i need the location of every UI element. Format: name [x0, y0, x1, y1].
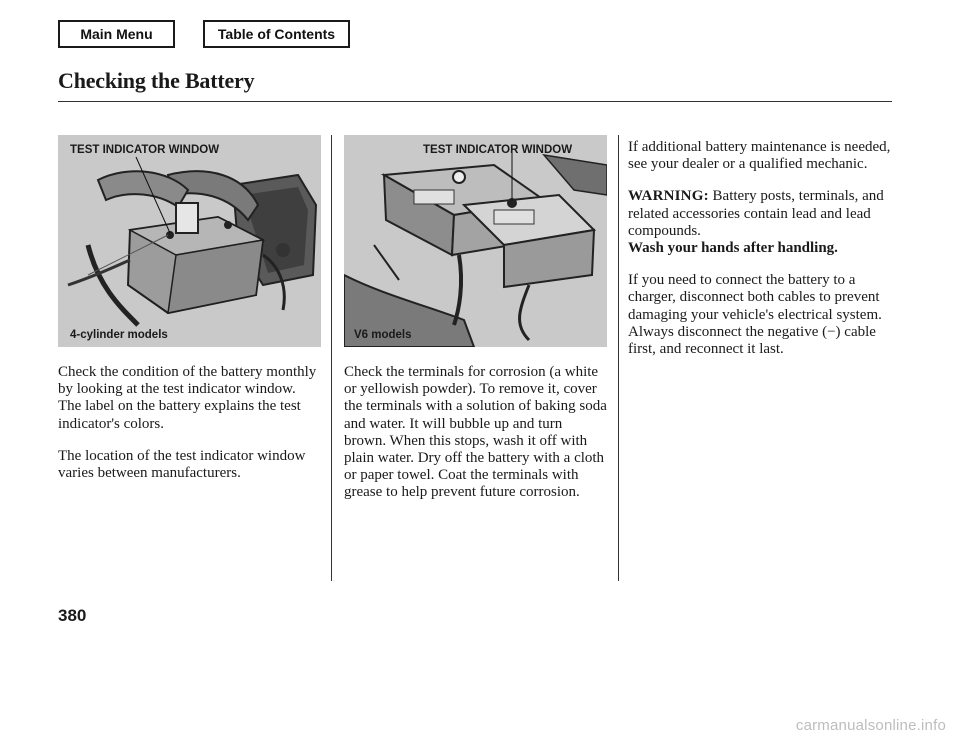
- text-column-2: [344, 364, 608, 517]
- warning-text: Battery posts, terminals, and related accessories contain lead and lead compounds.: [628, 188, 884, 239]
- text-column-3: [628, 139, 892, 373]
- warning-block: [628, 188, 892, 257]
- page-number: 380: [58, 606, 87, 625]
- paragraph-check-condition: Check the condition of the battery monthly by looking at the test indicator window. The label on the battery explains the test indicator's colors.: [58, 364, 317, 432]
- paragraph-charger: If you need to connect the battery to a charger, disconnect both cables to prevent damaging your vehicle's electrical system. Always disconnect the negative (−) cable first, and reconnect it last.: [628, 272, 882, 358]
- warning-wash-hands: Wash your hands after handling.: [628, 240, 838, 257]
- column-divider-2: [618, 135, 619, 581]
- paragraph-indicator-location: The location of the test indicator window varies between manufacturers.: [58, 447, 306, 482]
- paragraph-maintenance: If additional battery maintenance is needed, see your dealer or a qualified mechanic.: [628, 139, 891, 173]
- page-title: Checking the Battery: [58, 68, 255, 93]
- table-of-contents-button[interactable]: Table of Contents: [203, 20, 350, 48]
- battery-photo-v6: [344, 135, 607, 347]
- column-divider-1: [331, 135, 332, 581]
- title-rule: [58, 101, 892, 102]
- watermark: carmanualsonline.info: [795, 717, 946, 734]
- text-column-1: [58, 364, 320, 497]
- battery-photo-4-cylinder: [58, 135, 321, 347]
- model-label-v6: V6 models: [354, 329, 412, 341]
- test-indicator-label-1: TEST INDICATOR WINDOW: [70, 144, 220, 156]
- warning-label: WARNING:: [628, 188, 709, 205]
- model-label-4-cylinder: 4-cylinder models: [70, 329, 168, 341]
- test-indicator-label-2: TEST INDICATOR WINDOW: [423, 144, 573, 156]
- engine-bay-illustration-4-cylinder: [58, 135, 321, 347]
- main-menu-button[interactable]: Main Menu: [58, 20, 175, 48]
- paragraph-corrosion: Check the terminals for corrosion (a white or yellowish powder). To remove it, cover the terminals with a solution of baking soda and water. It will bubble up and turn brown. When this stops, wash it off with plain water. Dry off the battery with a cloth or paper towel. Coat the terminals with grease to help prevent future corrosion.: [344, 364, 607, 501]
- engine-bay-illustration-v6: [344, 135, 607, 347]
